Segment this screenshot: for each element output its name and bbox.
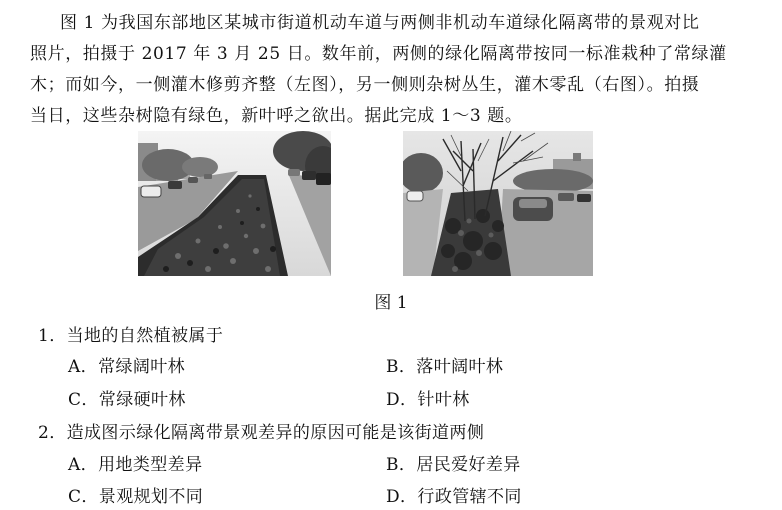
question-stem: 1．当地的自然植被属于 bbox=[38, 326, 224, 346]
intro-paragraph bbox=[30, 8, 760, 132]
answer-option[interactable]: B．居民爱好差异 bbox=[386, 455, 521, 475]
figure-caption: 图 1 bbox=[374, 293, 408, 313]
answer-option[interactable]: A．常绿阔叶林 bbox=[68, 357, 186, 377]
answer-option[interactable]: A．用地类型差异 bbox=[68, 455, 203, 475]
answer-option[interactable]: D．针叶林 bbox=[386, 390, 470, 410]
answer-option[interactable]: D．行政管辖不同 bbox=[386, 487, 522, 507]
answer-option[interactable]: B．落叶阔叶林 bbox=[386, 357, 504, 377]
intro-line: 当日，这些杂树隐有绿色，新叶呼之欲出。据此完成 1～3 题。 bbox=[30, 106, 523, 126]
question-stem: 2．造成图示绿化隔离带景观差异的原因可能是该街道两侧 bbox=[38, 423, 485, 443]
intro-line: 木；而如今，一侧灌木修剪齐整（左图），另一侧则杂树丛生，灌木零乱（右图）。拍摄 bbox=[30, 75, 700, 95]
intro-line: 图 1 为我国东部地区某城市街道机动车道与两侧非机动车道绿化隔离带的景观对比 bbox=[60, 13, 700, 33]
answer-option[interactable]: C．景观规划不同 bbox=[68, 487, 204, 507]
intro-line: 照片，拍摄于 2017 年 3 月 25 日。数年前，两侧的绿化隔离带按同一标准栽种了常绿灌 bbox=[30, 44, 727, 64]
answer-option[interactable]: C．常绿硬叶林 bbox=[68, 390, 186, 410]
left-photo-trimmed-shrubs bbox=[138, 131, 331, 276]
right-photo-overgrown-trees bbox=[403, 131, 593, 276]
